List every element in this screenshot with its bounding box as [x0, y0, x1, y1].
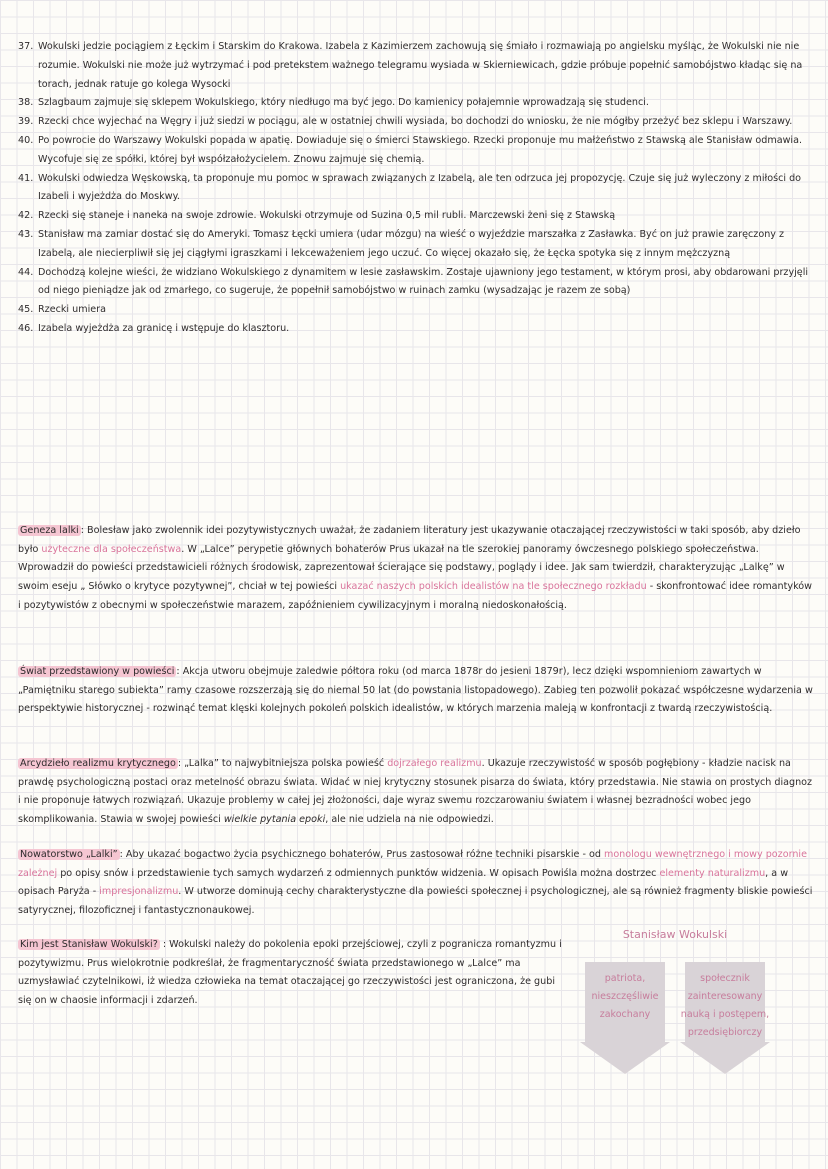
- body-text: Akcja utworu obejmuje zaledwie półtora roku (od marca 1878r do jesieni 1879r), lecz dzięki wspomnieniom zawartych w „Pamiętniku starego subiekta” ramy czasowe rozszerzają się do niemal 50 lat (do powstania listopadowego). Zabieg ten pozwolił pokazać współczesne wydarzenia w perspektywie historycznej - rozwinąć temat klęski kolejnych pokoleń polskich idealistów, w których marzenia maleją w konfrontacji z twardą rzeczywistością.: [18, 666, 813, 715]
- event-text: Wokulski odwiedza Węskowską, ta proponuje mu pomoc w sprawach związanych z Izabelą, ale ten odrzuca jej propozycję. Czuje się już wyleczony z miłości do Izabeli i wyjeżdża do Moskwy.: [38, 172, 802, 203]
- heading-separator: :: [119, 849, 126, 860]
- event-item: [18, 38, 813, 94]
- highlighted-text: elementy naturalizmu: [659, 867, 766, 879]
- arrow-line: społecznik: [700, 973, 750, 984]
- body-text: Bolesław jako zwolennik idei pozytywistycznych uważał, że zadaniem literatury jest ukazywanie otaczającej rzeczywistości w taki sposób, aby dzieło było: [18, 525, 801, 555]
- body-text: . W utworze dominują cechy charakterystyczne dla powieści społecznej i psychologicznej, ale są również fragmenty bliskie powieści satyrycznej, filozoficznej i fantastycznonaukowej.: [18, 886, 813, 917]
- event-item: [18, 113, 813, 132]
- event-number: 40.: [18, 134, 34, 146]
- event-number: 44.: [18, 266, 34, 278]
- section-swiat: [18, 663, 813, 719]
- heading-separator: :: [159, 939, 170, 950]
- event-text: Izabela wyjeżdża za granicę i wstępuje do klasztoru.: [38, 322, 290, 334]
- section-geneza: [18, 522, 813, 616]
- event-text: Stanisław ma zamiar dostać się do Ameryki. Tomasz Łęcki umiera (udar mózgu) na wieść o wyjeździe marszałka z Zasławka. Być on już prawie zaręczony z Izabelą, ale niecierpliwił się jej ciągłymi igraszkami i lekceważeniem jego uczuć. Co więcej okazało się, że Łęcka spotyka się z innym mężczyzną: [38, 228, 785, 259]
- arrow-right: [680, 962, 770, 1074]
- section-realizm: [18, 755, 813, 830]
- highlighted-text: użyteczne dla społeczeństwa: [41, 543, 182, 555]
- event-text: Rzecki się staneje i naneka na swoje zdrowie. Wokulski otrzymuje od Suzina 0,5 mil rubli. Marczewski żeni się z Stawską: [38, 210, 616, 222]
- body-text: . W „Lalce” perypetie głównych bohaterów Prus ukazał na tle szerokiej panoramy ówczesnego polskiego społeczeństwa. Wprowadził do powieści przedstawicieli różnych środowisk, zaprezentował ścierające się podstawy, poglądy i idee. Jak sam twierdził, charakteryzując „Lalkę” w swoim eseju „ Słówko o krytyce pozytywnej”, chciał w tej powieści: [18, 543, 785, 593]
- event-number: 37.: [18, 41, 34, 52]
- event-number: 41.: [18, 172, 34, 184]
- diagram-title: Stanisław Wokulski: [622, 928, 728, 941]
- event-text: Szlagbaum zajmuje się sklepem Wokulskiego, który niedługo ma być jego. Do kamienicy połajemnie wprowadzają się studenci.: [38, 97, 649, 109]
- event-text: Dochodzą kolejne wieści, że widziano Wokulskiego z dynamitem w lesie zasławskim. Zostaje ujawniony jego testament, w którym prosi, aby obdarowani przyjęli od niego pieniądze jak od zmarłego, co sugeruje, że popełnił samobójstwo w ruinach zamku (wysadzając je razem ze sobą): [38, 266, 809, 297]
- highlighted-text: dojrzałego realizmu: [387, 758, 482, 769]
- highlighted-text: monologu wewnętrznego i mowy pozornie zależnej: [18, 849, 807, 879]
- event-number: 43.: [18, 228, 34, 240]
- section-wokulski: [18, 936, 563, 1011]
- section-heading: Świat przedstawiony w powieści: [20, 666, 175, 677]
- body-text: wielkie pytania epoki: [223, 814, 326, 826]
- event-text: Rzecki umiera: [38, 304, 106, 316]
- arrow-line: przedsiębiorczy: [687, 1027, 763, 1038]
- arrow-line: patriota,: [604, 973, 646, 984]
- heading-separator: :: [177, 758, 185, 769]
- body-text: - skonfrontować idee romantyków i pozytywistów z obecnymi w społeczeństwie marazem, zapóźnieniem cywilizacyjnym i moralną niedoskonałością.: [18, 581, 813, 611]
- event-text: Rzecki chce wyjechać na Węgry i już siedzi w pociągu, ale w ostatniej chwili wysiada, bo dochodzi do wniosku, że nie mógłby przeżyć bez sklepu i Warszawy.: [38, 116, 793, 128]
- event-item: [18, 207, 813, 226]
- arrow-line: nieszczęśliwie: [591, 991, 659, 1002]
- highlighted-text: ukazać naszych polskich idealistów na tle społecznego rozkładu: [340, 581, 647, 593]
- arrow-right-text: [680, 970, 770, 1042]
- section-heading: Arcydzieło realizmu krytycznego: [20, 758, 176, 769]
- section-nowatorstwo: [18, 846, 813, 921]
- arrow-line: zakochany: [599, 1009, 651, 1020]
- event-item: [18, 132, 813, 170]
- body-text: Aby ukazać bogactwo życia psychicznego bohaterów, Prus zastosował różne techniki pisarskie - od: [125, 849, 604, 860]
- arrow-line: nauką i postępem,: [680, 1009, 770, 1020]
- event-text: Po powrocie do Warszawy Wokulski popada w apatię. Dowiaduje się o śmierci Stawskiego. Rzecki proponuje mu małżeństwo z Stawską ale Stanisław odmawia. Wycofuje się ze spółki, której był współzałożycielem. Znowu zajmuje się chemią.: [38, 134, 803, 165]
- event-text: Wokulski jedzie pociągiem z Łęckim i Starskim do Krakowa. Izabela z Kazimierzem zachowują się śmiało i rozmawiają po angielsku myśląc, że Wokulski nie nie rozumie. Wokulski nie może już wytrzymać i pod pretekstem ważnego telegramu wysiada w Skierniewicach, gdzie próbuje popełnić samobójstwo kładąc się na torach, jednak ratuje go kolega Wysocki: [38, 41, 803, 90]
- event-number: 46.: [18, 322, 34, 334]
- body-text: , ale nie udziela na nie odpowiedzi.: [325, 814, 494, 826]
- arrow-left: [580, 962, 670, 1074]
- section-heading: Kim jest Stanisław Wokulski?: [20, 939, 158, 950]
- section-heading: Nowatorstwo „Lalki”: [20, 849, 118, 860]
- event-item: [18, 170, 813, 208]
- highlighted-text: impresjonalizmu: [99, 886, 179, 898]
- body-text: po opisy snów i przedstawienie tych samych wydarzeń z odmiennych punktów widzenia. W opisach Powiśla można dostrzec: [57, 867, 660, 879]
- event-item: [18, 94, 813, 113]
- event-item: [18, 301, 813, 320]
- event-item: [18, 226, 813, 264]
- event-item: [18, 320, 813, 339]
- event-number: 42.: [18, 210, 34, 222]
- event-item: [18, 264, 813, 302]
- event-number: 38.: [18, 97, 34, 109]
- body-text: . Ukazuje rzeczywistość w sposób pogłębiony - kładzie nacisk na prawdę psychologiczną postaci oraz metelność obrazu świata. Widać w niej krytyczny stosunek pisarza do świata, który przedstawia. Nie stawia on prostych diagnoz i nie proponuje łatwych rozwiązań. Ukazuje problemy w całej jej złożoności, daje wyraz swemu rozczarowaniu światem i własnej bezradności wobec jego skomplikowania. Stawia w swojej powieści: [18, 758, 813, 826]
- body-text: , a w opisach Paryża -: [18, 867, 789, 898]
- arrow-left-text: [580, 970, 670, 1024]
- heading-separator: :: [80, 525, 88, 536]
- wokulski-diagram: [580, 928, 810, 1078]
- arrow-line: zainteresowany: [687, 991, 763, 1002]
- heading-separator: :: [176, 666, 183, 677]
- event-number: 45.: [18, 304, 34, 316]
- section-heading: Geneza lalki: [20, 525, 79, 536]
- event-number: 39.: [18, 116, 34, 128]
- body-text: Wokulski należy do pokolenia epoki przejściowej, czyli z pogranicza romantyzmu i pozytywizmu. Prus wielokrotnie podkreślał, że fragmentaryczność świata przedstawionego w „Lalce” ma uzmysławiać czytelnikowi, iż wiedza człowieka na temat otaczającej go rzeczywistości jest ograniczona, że gubi się on w chaosie informacji i zdarzeń.: [18, 939, 562, 1007]
- body-text: „Lalka” to najwybitniejsza polska powieść: [184, 758, 388, 769]
- events-list: [18, 38, 813, 339]
